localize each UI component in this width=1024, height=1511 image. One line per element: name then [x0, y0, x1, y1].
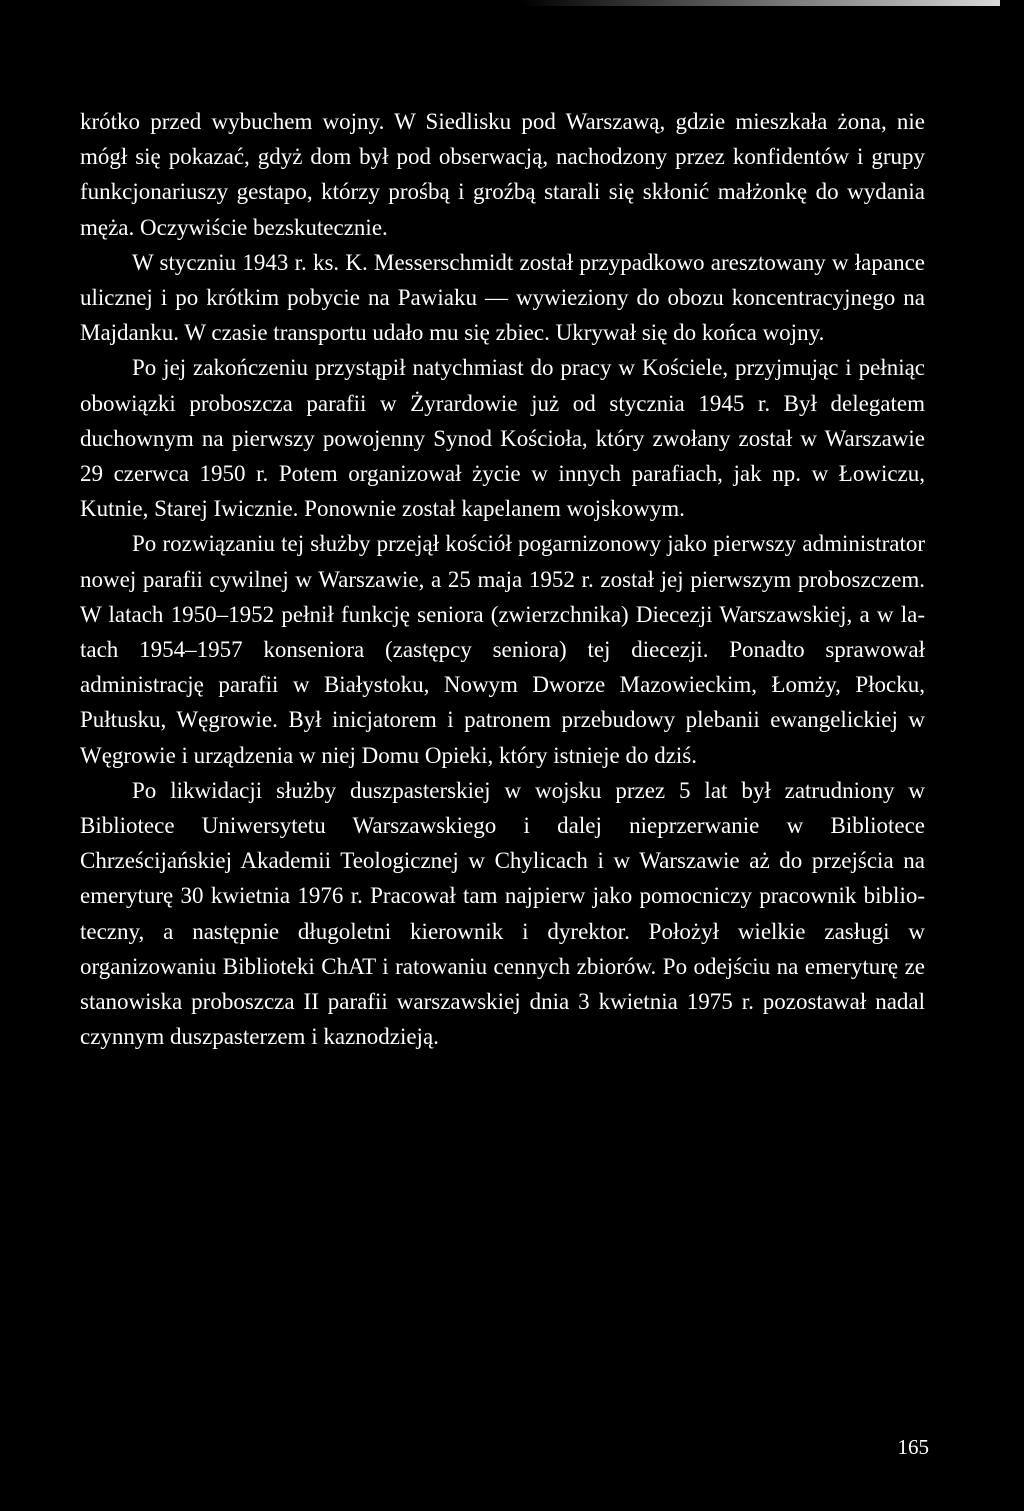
scan-edge-artifact [520, 0, 1000, 6]
paragraph-3: Po jej zakończeniu przystąpił natychmiast do pracy w Kościele, przyjmując i pełniąc obowiązki proboszcza parafii w Żyrardowie już od stycznia 1945 r. Był delegatem duchownym na pierwszy powojenny Synod Kościoła, który zwołany został w Warszawie 29 czerwca 1950 r. Potem organizował życie w innych parafiach, jak np. w Łowiczu, Kutnie, Starej Iwicznie. Ponownie został kapelanem wojskowym. [80, 355, 925, 522]
paragraph-1: krótko przed wybuchem wojny. W Siedlisku pod Warszawą, gdzie mieszkała żona, nie mógł się pokazać, gdyż dom był pod obserwacją, nachodzony przez konfidentów i grupy funkcjonariuszy gestapo, którzy prośbą i groźbą starali się skłonić małżonkę do wydania męża. Oczywiście bezskutecznie. [80, 109, 925, 240]
paragraph-4: Po rozwiązaniu tej służby przejął kościół pogarnizonowy jako pierwszy administrator nowej parafii cywilnej w Warszawie, a 25 maja 1952 r. został jej pierwszym proboszczem. W latach 1950–1952 pełnił funkcję seniora (zwierzchnika) Diecezji Warszawskiej, a w latach 1954–1957 konseniora (zastępcy seniora) tej diecezji. Ponadto sprawował administrację parafii w Białystoku, Nowym Dworze Mazowieckim, Łomży, Płocku, Pułtusku, Węgrowie. Był inicjatorem i patronem przebudowy plebanii ewangelickiej w Węgrowie i urządzenia w niej Domu Opieki, który istnieje do dziś. [80, 531, 925, 768]
page-number: 165 [897, 1435, 929, 1459]
paragraph-2: W styczniu 1943 r. ks. K. Messerschmidt został przypadkowo aresztowany w łapance ulicznej i po krótkim pobycie na Pawiaku — wywieziony do obozu koncentracyjnego na Majdanku. W czasie transportu udało mu się zbiec. Ukrywał się do końca wojny. [80, 249, 925, 346]
body-text [80, 104, 925, 1054]
paragraph-5: Po likwidacji służby duszpasterskiej w wojsku przez 5 lat był zatrudniony w Bibliotece Uniwersytetu Warszawskiego i dalej nieprzerwanie w Bibliotece Chrześcijańskiej Akademii Teologicznej w Chylicach i w Warszawie aż do przejścia na emeryturę 30 kwietnia 1976 r. Pracował tam najpierw jako pomocniczy pracownik biblioteczny, a następnie długoletni kierownik i dyrektor. Położył wielkie zasługi w organizowaniu Biblioteki ChAT i ratowaniu cennych zbiorów. Po odejściu na emeryturę ze stanowiska proboszcza II parafii warszawskiej dnia 3 kwietnia 1975 r. pozostawał nadal czynnym duszpasterzem i kaznodzieją. [80, 777, 925, 1050]
